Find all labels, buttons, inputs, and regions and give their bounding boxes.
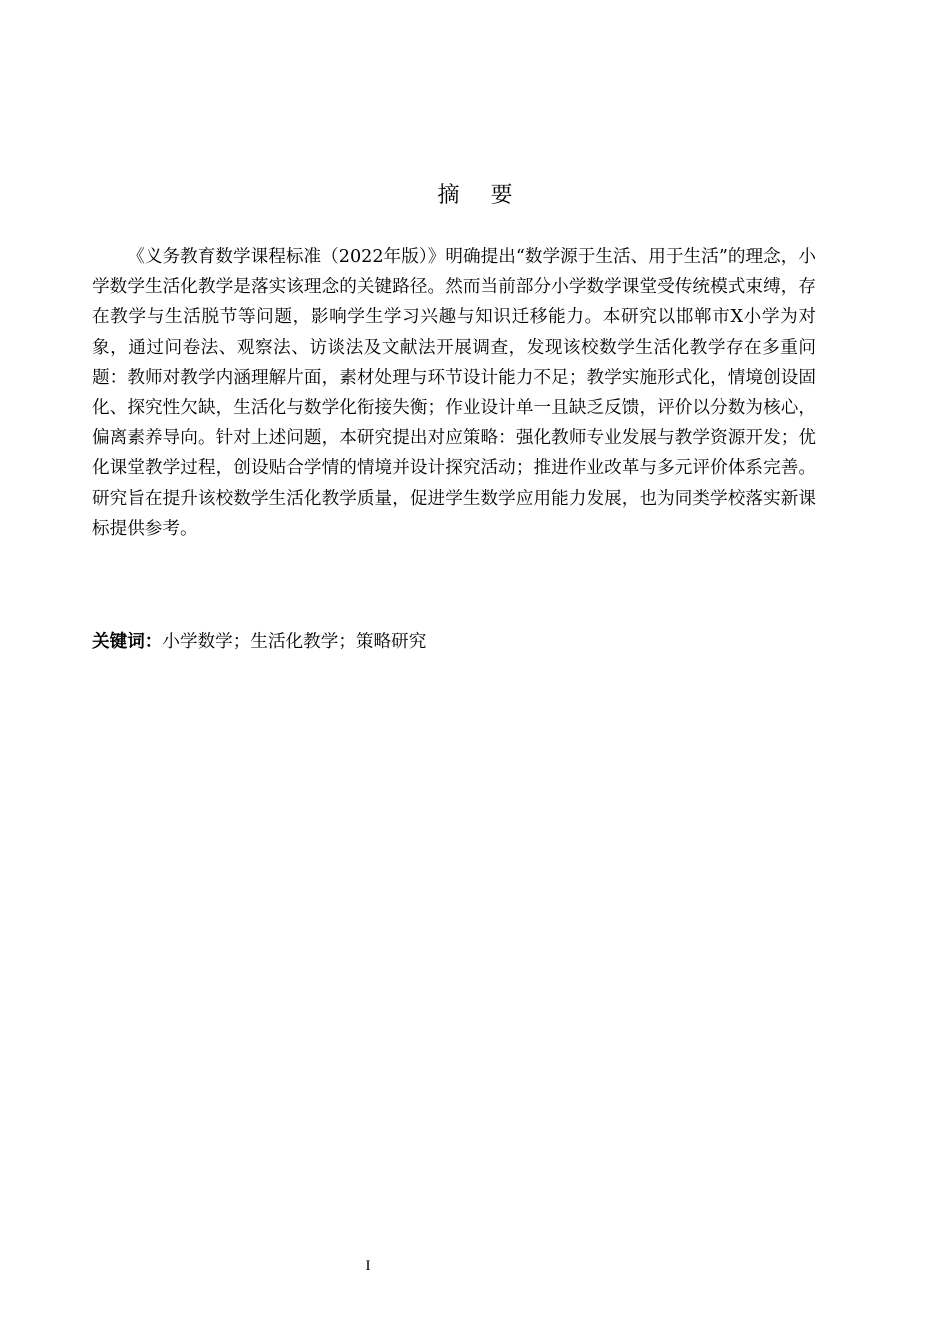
keywords-line <box>92 628 816 656</box>
abstract-body: 《义务教育数学课程标准（2022年版）》明确提出“数学源于生活、用于生活”的理念，小学数学生活化教学是落实该理念的关键路径。然而当前部分小学数学课堂受传统模式束缚，存在教学与生活脱节等问题，影响学生学习兴趣与知识迁移能力。本研究以邯郸市X小学为对象，通过问卷法、观察法、访谈法及文献法开展调查，发现该校数学生活化教学存在多重问题：教师对教学内涵理解片面，素材处理与环节设计能力不足；教学实施形式化，情境创设固化、探究性欠缺，生活化与数学化衔接失衡；作业设计单一且缺乏反馈，评价以分数为核心，偏离素养导向。针对上述问题，本研究提出对应策略：强化教师专业发展与教学资源开发；优化课堂教学过程，创设贴合学情的情境并设计探究活动；推进作业改革与多元评价体系完善。研究旨在提升该校数学生活化教学质量，促进学生数学应用能力发展，也为同类学校落实新课标提供参考。 <box>92 247 816 539</box>
keywords-label: 关键词： <box>92 632 163 652</box>
keywords-text: 小学数学；生活化教学；策略研究 <box>162 632 427 652</box>
page-number: I <box>365 1258 371 1274</box>
abstract-title: 摘 要 <box>437 183 525 208</box>
